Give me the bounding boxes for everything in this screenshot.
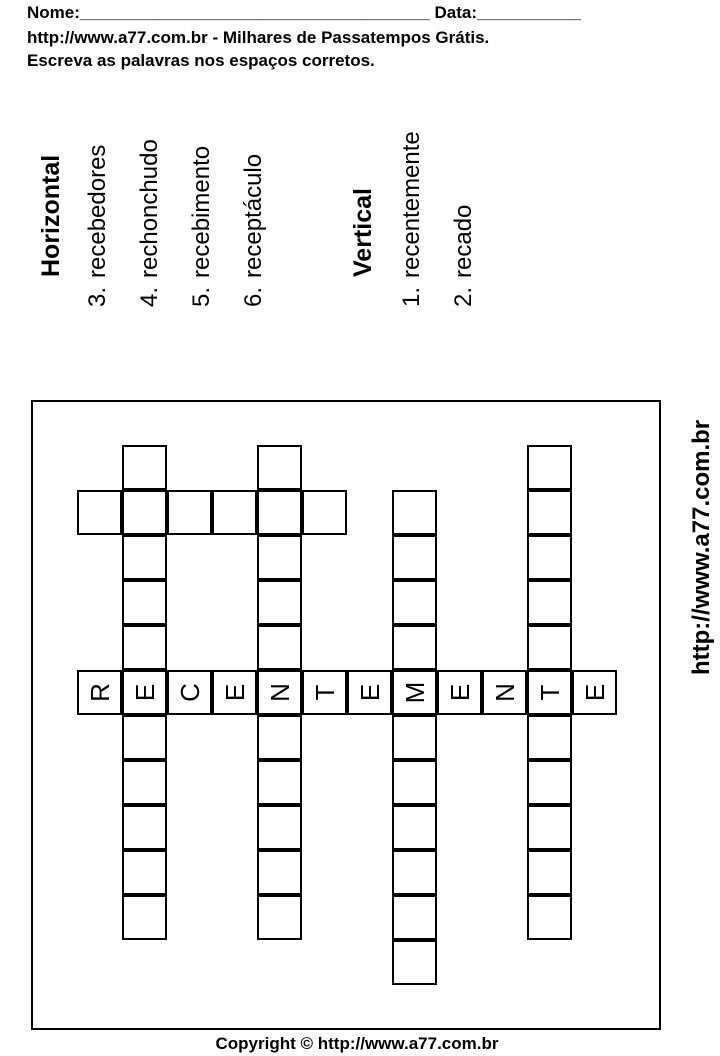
clue-vertical: [398, 131, 426, 307]
clue-word: receptáculo: [240, 153, 267, 278]
name-date-line: [27, 3, 581, 23]
crossword-cell[interactable]: [527, 490, 572, 535]
crossword-cell[interactable]: [527, 760, 572, 805]
crossword-cell[interactable]: [257, 805, 302, 850]
clue-word: rechonchudo: [136, 139, 163, 278]
copyright-footer: Copyright © http://www.a77.com.br: [215, 1034, 499, 1053]
crossword-cell[interactable]: [122, 535, 167, 580]
crossword-cell[interactable]: [392, 715, 437, 760]
crossword-cell[interactable]: [257, 625, 302, 670]
cell-letter: T: [534, 684, 565, 701]
crossword-cell[interactable]: [122, 760, 167, 805]
crossword-cell[interactable]: [257, 580, 302, 625]
crossword-cell[interactable]: [302, 490, 347, 535]
crossword-cell[interactable]: [167, 490, 212, 535]
crossword-cell[interactable]: [167, 670, 212, 715]
cell-letter: M: [399, 681, 430, 704]
crossword-cell[interactable]: [122, 805, 167, 850]
crossword-cell[interactable]: [392, 805, 437, 850]
crossword-cell[interactable]: [392, 850, 437, 895]
clue-horizontal: [136, 139, 164, 307]
crossword-cell[interactable]: [212, 490, 257, 535]
cell-letter: N: [489, 683, 520, 702]
crossword-cell[interactable]: [527, 445, 572, 490]
clue-vertical: [450, 205, 478, 307]
clue-horizontal: [188, 146, 216, 307]
crossword-cell[interactable]: [122, 670, 167, 715]
horizontal-title: Horizontal: [37, 154, 65, 277]
cell-letter: C: [174, 683, 205, 702]
site-line: http://www.a77.com.br - Milhares de Passatempos Grátis.: [27, 28, 490, 47]
crossword-cell[interactable]: [527, 580, 572, 625]
crossword-cell[interactable]: [122, 715, 167, 760]
crossword-cell[interactable]: [572, 670, 617, 715]
cell-letter: E: [579, 683, 610, 702]
crossword-cell[interactable]: [437, 670, 482, 715]
crossword-cell[interactable]: [122, 625, 167, 670]
crossword-cell[interactable]: [257, 445, 302, 490]
crossword-cell[interactable]: [122, 895, 167, 940]
side-url: http://www.a77.com.br: [688, 419, 715, 675]
crossword-cell[interactable]: [257, 760, 302, 805]
crossword-cell[interactable]: [302, 670, 347, 715]
crossword-cell[interactable]: [122, 445, 167, 490]
crossword-cell[interactable]: [122, 490, 167, 535]
cell-letter: T: [309, 684, 340, 701]
vertical-title: Vertical: [349, 188, 377, 277]
clue-number: 1.: [398, 286, 425, 307]
clue-number: 5.: [188, 286, 215, 307]
crossword-cell[interactable]: [392, 580, 437, 625]
clue-word: recebimento: [188, 145, 215, 278]
clue-number: 6.: [240, 286, 267, 307]
crossword-cell[interactable]: [77, 490, 122, 535]
clue-word: recado: [450, 204, 477, 278]
crossword-cell[interactable]: [392, 535, 437, 580]
crossword-cell[interactable]: [527, 670, 572, 715]
crossword-cell[interactable]: [257, 490, 302, 535]
cell-letter: E: [354, 683, 385, 702]
date-blank: ___________: [476, 3, 581, 22]
crossword-cell[interactable]: [527, 850, 572, 895]
crossword-cell[interactable]: [392, 940, 437, 985]
name-label: Nome:: [27, 3, 80, 22]
clue-number: 3.: [84, 286, 111, 307]
clue-horizontal: [84, 145, 112, 307]
date-label: Data:: [434, 3, 477, 22]
cell-letter: E: [444, 683, 475, 702]
crossword-cell[interactable]: [257, 535, 302, 580]
crossword-cell[interactable]: [392, 760, 437, 805]
clue-horizontal: [240, 154, 268, 307]
crossword-cell[interactable]: [527, 805, 572, 850]
crossword-cell[interactable]: [392, 490, 437, 535]
crossword-cell[interactable]: [392, 670, 437, 715]
crossword-cell[interactable]: [122, 580, 167, 625]
crossword-cell[interactable]: [257, 715, 302, 760]
crossword-cell[interactable]: [212, 670, 257, 715]
clue-word: recebedores: [84, 144, 111, 278]
clue-number: 4.: [136, 286, 163, 307]
crossword-cell[interactable]: [482, 670, 527, 715]
crossword-cell[interactable]: [392, 625, 437, 670]
crossword-cell[interactable]: [257, 850, 302, 895]
name-blank: _____________________________________: [79, 3, 430, 22]
cell-letter: E: [219, 683, 250, 702]
crossword-cell[interactable]: [122, 850, 167, 895]
crossword-cell[interactable]: [527, 715, 572, 760]
crossword-cell[interactable]: [527, 625, 572, 670]
cell-letter: N: [264, 683, 295, 702]
crossword-cell[interactable]: [527, 535, 572, 580]
crossword-cell[interactable]: [392, 895, 437, 940]
crossword-cell[interactable]: [77, 670, 122, 715]
clue-word: recentemente: [398, 131, 425, 278]
cell-letter: E: [129, 683, 160, 702]
instructions: Escreva as palavras nos espaços corretos.: [27, 51, 375, 70]
clue-number: 2.: [450, 286, 477, 307]
crossword-cell[interactable]: [257, 895, 302, 940]
crossword-cell[interactable]: [257, 670, 302, 715]
crossword-cell[interactable]: [527, 895, 572, 940]
crossword-cell[interactable]: [347, 670, 392, 715]
cell-letter: R: [84, 683, 115, 702]
